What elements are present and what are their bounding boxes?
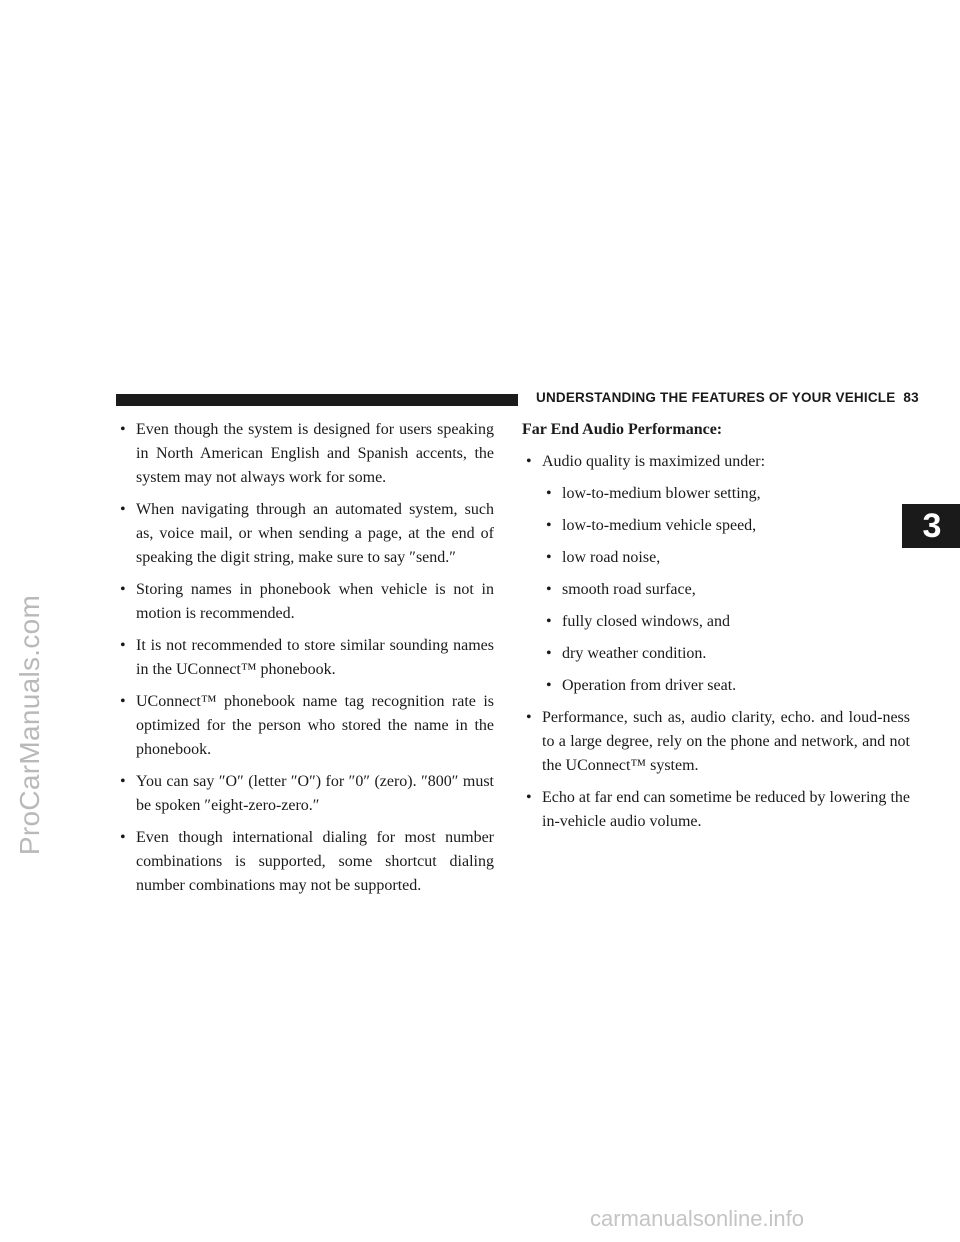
bullet-marker: • bbox=[546, 613, 552, 630]
bullet-marker: • bbox=[120, 773, 126, 790]
section-heading: Far End Audio Performance: bbox=[522, 421, 723, 438]
bullet-marker: • bbox=[120, 501, 126, 518]
list-item bbox=[522, 450, 910, 474]
sub-list-item-text: low road noise, bbox=[562, 549, 661, 566]
chapter-tab: 3 bbox=[902, 504, 960, 548]
bullet-marker: • bbox=[526, 709, 532, 726]
list-item bbox=[116, 498, 494, 570]
running-header bbox=[536, 390, 919, 405]
list-item-text: Audio quality is maximized under: bbox=[542, 453, 766, 470]
bullet-marker: • bbox=[546, 549, 552, 566]
list-item-text: UConnect™ phonebook name tag recognition rate is optimized for the person who stored the name in the phonebook. bbox=[136, 693, 494, 758]
list-item bbox=[116, 690, 494, 762]
bullet-marker: • bbox=[546, 677, 552, 694]
side-watermark bbox=[8, 510, 52, 940]
sub-list-item-text: Operation from driver seat. bbox=[562, 677, 737, 694]
bullet-marker: • bbox=[120, 421, 126, 438]
bullet-marker: • bbox=[120, 581, 126, 598]
bullet-marker: • bbox=[546, 645, 552, 662]
bullet-marker: • bbox=[120, 829, 126, 846]
sub-list-item-text: low-to-medium blower setting, bbox=[562, 485, 761, 502]
left-column bbox=[116, 418, 494, 906]
list-item bbox=[116, 578, 494, 626]
list-item-text: It is not recommended to store similar sounding names in the UConnect™ phonebook. bbox=[136, 637, 494, 678]
list-item-text: You can say ″O″ (letter ″O″) for ″0″ (zero). ″800″ must be spoken ″eight-zero-zero.″ bbox=[136, 773, 494, 814]
bullet-marker: • bbox=[546, 581, 552, 598]
sub-list-item-text: dry weather condition. bbox=[562, 645, 707, 662]
sub-list-item-text: smooth road surface, bbox=[562, 581, 696, 598]
list-item-text: Even though the system is designed for users speaking in North American English and Spanish accents, the system may not always work for some. bbox=[136, 421, 494, 486]
bullet-marker: • bbox=[120, 637, 126, 654]
side-watermark-text: ProCarManuals.com bbox=[14, 594, 45, 856]
sub-list-item bbox=[542, 642, 910, 666]
sub-list-item bbox=[542, 610, 910, 634]
bullet-marker: • bbox=[120, 693, 126, 710]
list-item-text: When navigating through an automated system, such as, voice mail, or when sending a page, at the end of speaking the digit string, make sure to say ″send.″ bbox=[136, 501, 494, 566]
bullet-marker: • bbox=[546, 485, 552, 502]
list-item bbox=[116, 634, 494, 682]
header-bar bbox=[116, 394, 518, 406]
list-item-text: Even though international dialing for most number combinations is supported, some shortcut dialing number combinations may not be supported. bbox=[136, 829, 494, 894]
bullet-marker: • bbox=[546, 517, 552, 534]
footer-watermark: carmanualsonline.info bbox=[590, 1206, 805, 1231]
list-item-text: Echo at far end can sometime be reduced by lowering the in-vehicle audio volume. bbox=[542, 789, 910, 830]
sub-list-item bbox=[542, 514, 910, 538]
right-column bbox=[522, 418, 910, 842]
list-item bbox=[116, 826, 494, 898]
sub-list-item-text: fully closed windows, and bbox=[562, 613, 730, 630]
page-number: 83 bbox=[903, 390, 919, 405]
sub-list-item bbox=[542, 578, 910, 602]
section-title: UNDERSTANDING THE FEATURES OF YOUR VEHICLE bbox=[536, 390, 896, 405]
list-item bbox=[522, 706, 910, 778]
list-item-text: Storing names in phonebook when vehicle is not in motion is recommended. bbox=[136, 581, 494, 622]
list-item-text: Performance, such as, audio clarity, echo. and loud-ness to a large degree, rely on the phone and network, and not the UConnect™ system. bbox=[542, 709, 910, 774]
sub-list-item bbox=[542, 482, 910, 506]
sub-list-item bbox=[542, 546, 910, 570]
sub-list-item-text: low-to-medium vehicle speed, bbox=[562, 517, 757, 534]
list-item bbox=[116, 770, 494, 818]
sub-list-item bbox=[542, 674, 910, 698]
list-item bbox=[116, 418, 494, 490]
bullet-marker: • bbox=[526, 453, 532, 470]
list-item bbox=[522, 786, 910, 834]
bullet-marker: • bbox=[526, 789, 532, 806]
